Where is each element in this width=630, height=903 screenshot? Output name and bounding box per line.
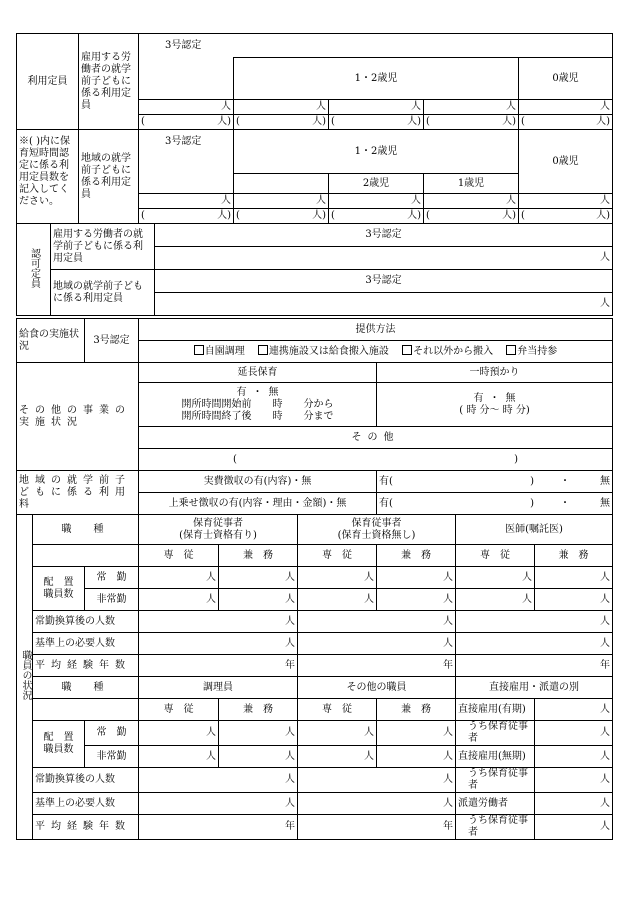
staff-cell[interactable]: 人: [456, 589, 535, 611]
meal-option-other-delivery[interactable]: それ以外から搬入: [402, 346, 493, 357]
other-label: その他の事業の実施状況: [17, 363, 139, 471]
staff-cell[interactable]: 人: [298, 768, 456, 793]
staff-concurrent: 兼 務: [377, 699, 456, 721]
staff-concurrent: 兼 務: [535, 545, 613, 567]
capacity-local-age1-value[interactable]: 人: [424, 194, 519, 209]
facility-form: [16, 33, 612, 840]
capacity-local-age0: 0歳児: [519, 130, 613, 194]
staff-cell[interactable]: 人: [535, 721, 613, 746]
meals-label: 給食の実施状況: [17, 319, 85, 363]
approved-local-value[interactable]: 人: [155, 293, 613, 316]
staff-cell[interactable]: 人: [535, 699, 613, 721]
capacity-local-cert3: 3号認定: [139, 130, 234, 194]
staff-direct-fixed: 直接雇用(有期): [456, 699, 535, 721]
capacity-note: ※( )内に保育短時間認定に係る利用定員数を記入してください。: [17, 130, 79, 224]
capacity-employed-age12-value[interactable]: 人: [234, 100, 329, 115]
approved-label: 認可定員: [17, 224, 51, 316]
staff-cell[interactable]: 人: [139, 746, 219, 768]
meals-table: [16, 318, 613, 363]
extended-body: 有 ・ 無 開所時間開始前 時 分から 開所時間終了後 時 分まで: [139, 383, 377, 427]
approved-employed-value[interactable]: 人: [155, 247, 613, 270]
capacity-local-label: 地域の就学前子どもに係る利用定員: [79, 130, 139, 224]
staff-cell[interactable]: 人: [377, 567, 456, 589]
fees-actual-input[interactable]: 有( ) ・ 無: [377, 471, 613, 493]
staff-dedicated: 専 従: [456, 545, 535, 567]
staff-dedicated: 専 従: [139, 699, 219, 721]
capacity-local-age12-short[interactable]: ( 人): [234, 209, 329, 224]
staff-table: [16, 514, 613, 840]
staff-fte-label: 常勤換算後の人数: [33, 768, 139, 793]
staff-of-which-nursery: うち保育従事者: [456, 721, 535, 746]
staff-cell[interactable]: 人: [139, 611, 298, 633]
staff-of-which-nursery: うち保育従事者: [456, 815, 535, 840]
staff-dedicated: 専 従: [298, 545, 377, 567]
staff-cell[interactable]: 人: [219, 721, 298, 746]
approved-table: [16, 223, 613, 316]
staff-cell[interactable]: 年: [298, 655, 456, 677]
staff-parttime: 非常勤: [85, 589, 139, 611]
capacity-employed-age0-short[interactable]: ( 人): [519, 115, 613, 130]
checkbox-icon[interactable]: [506, 345, 516, 355]
capacity-section-label: 利用定員: [17, 34, 79, 130]
staff-cell[interactable]: 人: [377, 589, 456, 611]
approved-employed-cert3: 3号認定: [155, 224, 613, 247]
fees-table: [16, 470, 613, 515]
staff-cell[interactable]: 人: [456, 567, 535, 589]
capacity-employed-label: 雇用する労働者の就学前子どもに係る利用定員: [79, 34, 139, 130]
staff-cell[interactable]: 人: [298, 611, 456, 633]
extended-header: 延長保育: [139, 363, 377, 383]
staff-cell[interactable]: 人: [535, 746, 613, 768]
meals-options: [139, 341, 613, 363]
staff-cell[interactable]: 人: [139, 793, 298, 815]
staff-cell[interactable]: 人: [535, 589, 613, 611]
capacity-local-age12: 1・2歳児: [234, 130, 519, 174]
staff-cell[interactable]: 年: [139, 655, 298, 677]
misc-header: その他: [139, 427, 613, 449]
checkbox-icon[interactable]: [258, 345, 268, 355]
fees-surcharge-label: 上乗せ徴収の有(内容・理由・金額)・無: [139, 493, 377, 515]
temp-header: 一時預かり: [377, 363, 613, 383]
meal-option-own-kitchen[interactable]: 自園調理: [194, 346, 245, 357]
staff-cell[interactable]: 人: [298, 567, 377, 589]
approved-local-cert3: 3号認定: [155, 270, 613, 293]
staff-label: 職員の状況: [17, 515, 33, 840]
staff-cell[interactable]: 人: [377, 746, 456, 768]
capacity-local-cert3-value[interactable]: 人: [139, 194, 234, 209]
staff-cell[interactable]: 年: [139, 815, 298, 840]
capacity-local-cert3-short[interactable]: ( 人): [139, 209, 234, 224]
staff-cell[interactable]: 人: [535, 768, 613, 793]
capacity-employed-age0: 0歳児: [519, 58, 613, 100]
capacity-employed-cert3-value[interactable]: 人: [139, 100, 234, 115]
staff-cell[interactable]: 人: [298, 633, 456, 655]
staff-dedicated: 専 従: [139, 545, 219, 567]
misc-input[interactable]: ( ): [139, 449, 613, 471]
capacity-employed-age2-short[interactable]: ( 人): [329, 115, 424, 130]
staff-employment-type: 直接雇用・派遣の別: [456, 677, 613, 699]
meals-method-header: 提供方法: [139, 319, 613, 341]
capacity-local-age2-short[interactable]: ( 人): [329, 209, 424, 224]
staff-fulltime: 常 勤: [85, 567, 139, 589]
staff-cell[interactable]: 人: [535, 815, 613, 840]
staff-other: その他の職員: [298, 677, 456, 699]
staff-cell[interactable]: 年: [456, 655, 613, 677]
staff-assigned-label: 配 置 職員数: [33, 721, 85, 768]
capacity-employed-cert3-short[interactable]: ( 人): [139, 115, 234, 130]
staff-cell[interactable]: 人: [219, 746, 298, 768]
staff-required-label: 基準上の必要人数: [33, 793, 139, 815]
fees-surcharge-input[interactable]: 有( ) ・ 無: [377, 493, 613, 515]
capacity-local-age1-short[interactable]: ( 人): [424, 209, 519, 224]
capacity-table: [16, 33, 613, 224]
staff-job-type-2: 職 種: [33, 677, 139, 699]
staff-concurrent: 兼 務: [377, 545, 456, 567]
capacity-employed-age0-value[interactable]: 人: [519, 100, 613, 115]
checkbox-icon[interactable]: [402, 345, 412, 355]
staff-dedicated: 専 従: [298, 699, 377, 721]
staff-concurrent: 兼 務: [219, 545, 298, 567]
staff-cell[interactable]: 人: [377, 721, 456, 746]
capacity-local-age0-value[interactable]: 人: [519, 194, 613, 209]
staff-cell[interactable]: 人: [456, 611, 613, 633]
staff-avg-years-label: 平均経験年数: [33, 655, 139, 677]
staff-cell[interactable]: 人: [535, 567, 613, 589]
staff-assigned-label: 配 置 職員数: [33, 567, 85, 611]
staff-nursery-qualified: 保育従事者 (保育士資格有り): [139, 515, 298, 545]
staff-dispatch: 派遣労働者: [456, 793, 535, 815]
staff-concurrent: 兼 務: [219, 699, 298, 721]
staff-cook: 調理員: [139, 677, 298, 699]
staff-avg-years-label: 平均経験年数: [33, 815, 139, 840]
capacity-local-age0-short[interactable]: ( 人): [519, 209, 613, 224]
capacity-local-age1: 1歳児: [424, 174, 519, 194]
meal-option-partner[interactable]: 連携施設又は給食搬入施設: [258, 346, 389, 357]
staff-cell[interactable]: 人: [456, 633, 613, 655]
staff-parttime: 非常勤: [85, 746, 139, 768]
capacity-employed-cert3: 3号認定: [139, 34, 234, 100]
staff-required-label: 基準上の必要人数: [33, 633, 139, 655]
capacity-employed-age12: 1・2歳児: [234, 58, 519, 100]
staff-cell[interactable]: 人: [298, 746, 377, 768]
staff-cell[interactable]: 人: [219, 589, 298, 611]
fees-actual-label: 実費徴収の有(内容)・無: [139, 471, 377, 493]
staff-fulltime: 常 勤: [85, 721, 139, 746]
staff-cell[interactable]: 人: [298, 793, 456, 815]
meal-option-bento[interactable]: 弁当持参: [506, 346, 557, 357]
staff-fte-label: 常勤換算後の人数: [33, 611, 139, 633]
staff-cell[interactable]: 人: [298, 589, 377, 611]
staff-cell[interactable]: 人: [219, 567, 298, 589]
capacity-employed-age12-short[interactable]: ( 人): [234, 115, 329, 130]
staff-direct-open: 直接雇用(無期): [456, 746, 535, 768]
checkbox-icon[interactable]: [194, 345, 204, 355]
staff-cell[interactable]: 人: [139, 567, 219, 589]
capacity-local-age2-value[interactable]: 人: [329, 194, 424, 209]
staff-cell[interactable]: 人: [139, 721, 219, 746]
staff-cell[interactable]: 年: [298, 815, 456, 840]
staff-cell[interactable]: 人: [139, 633, 298, 655]
staff-cell[interactable]: 人: [298, 721, 377, 746]
other-table: [16, 362, 613, 471]
temp-body: 有 ・ 無 ( 時 分～ 時 分): [377, 383, 613, 427]
staff-nursery-unqualified: 保育従事者 (保育士資格無し): [298, 515, 456, 545]
capacity-local-age12-value[interactable]: 人: [234, 194, 329, 209]
capacity-employed-age1-value[interactable]: 人: [424, 100, 519, 115]
approved-local-label: 地域の就学前子どもに係る利用定員: [51, 270, 155, 316]
staff-doctor: 医師(嘱託医): [456, 515, 613, 545]
approved-employed-label: 雇用する労働者の就学前子どもに係る利用定員: [51, 224, 155, 270]
capacity-employed-age2-value[interactable]: 人: [329, 100, 424, 115]
meals-cert: 3号認定: [85, 319, 139, 363]
capacity-local-age2: 2歳児: [329, 174, 424, 194]
staff-of-which-nursery: うち保育従事者: [456, 768, 535, 793]
staff-cell[interactable]: 人: [139, 589, 219, 611]
staff-cell[interactable]: 人: [535, 793, 613, 815]
fees-label: 地域の就学前子どもに係る利用料: [17, 471, 139, 515]
staff-cell[interactable]: 人: [139, 768, 298, 793]
capacity-employed-age1-short[interactable]: ( 人): [424, 115, 519, 130]
staff-job-type-1: 職 種: [33, 515, 139, 545]
